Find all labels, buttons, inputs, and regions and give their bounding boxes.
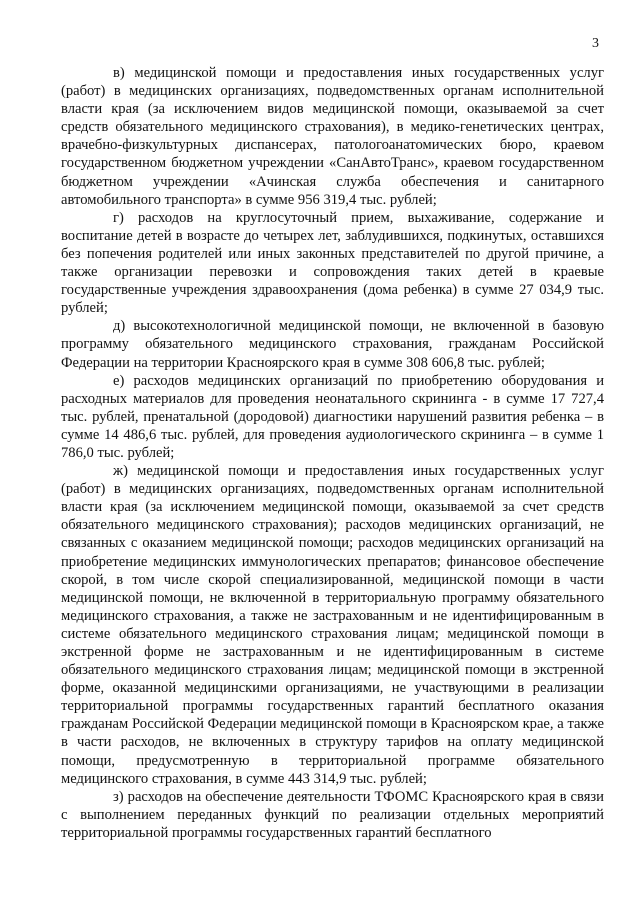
page-number: 3 (592, 36, 599, 51)
paragraph-v: в) медицинской помощи и предоставления иных государственных услуг (работ) в медицинских организациях, подведомственных органам исполнительной власти края (за исключением видов медицинской помощи, оказываемой за счет средств обязательного медицинского страхования), в медико-генетических центрах, врачебно-физкультурных диспансерах, патологоанатомических бюро, краевом государственном бюджетном учреждении «СанАвтоТранс», краевом государственном бюджетном учреждении «Ачинская служба обеспечения и санитарного автомобильного транспорта» в сумме 956 319,4 тыс. рублей; (61, 65, 604, 208)
paragraph-z: з) расходов на обеспечение деятельности ТФОМС Красноярского края в связи с выполнением переданных функций по реализации отдельных мероприятий территориальной программы государственных гарантий бесплатного (61, 788, 604, 841)
paragraph-e: е) расходов медицинских организаций по приобретению оборудования и расходных материалов для проведения неонатального скрининга - в сумме 17 727,4 тыс. рублей, пренатальной (дородовой) диагностики нарушений развития ребенка – в сумме 14 486,6 тыс. рублей, для проведения аудиологического скрининга – в сумме 1 786,0 тыс. рублей; (61, 372, 604, 461)
paragraph-d: д) высокотехнологичной медицинской помощи, не включенной в базовую программу обязательного медицинского страхования, гражданам Российской Федерации на территории Красноярского края в сумме 308 606,8 тыс. рублей; (61, 318, 604, 371)
paragraph-zh: ж) медицинской помощи и предоставления иных государственных услуг (работ) в медицинских организациях, подведомственных органам исполнительной власти края (за исключением медицинской помощи, оказываемой за счет средств обязательного медицинского страхования); расходов медицинских организаций, не связанных с оказанием медицинской помощи; расходов медицинских организаций на приобретение медицинских иммунологических препаратов; финансовое обеспечение скорой, в том числе скорой специализированной, медицинской помощи в части медицинской помощи, не включенной в территориальную программу обязательного медицинского страхования, а также не застрахованным и не идентифицированным в системе обязательного медицинского страхования лицам; медицинской помощи в экстренной форме не застрахованным и не идентифицированным в системе обязательного медицинского страхования лицам; медицинской помощи в экстренной форме, оказанной медицинскими организациями, не участвующими в реализации территориальной программы государственных гарантий бесплатного оказания гражданам Российской Федерации медицинской помощи в Красноярском крае, а также в части расходов, не включенных в структуру тарифов на оплату медицинской помощи, предусмотренную в территориальной программе обязательного медицинского страхования, в сумме 443 314,9 тыс. рублей; (61, 463, 604, 787)
document-body (61, 64, 604, 842)
paragraph-g: г) расходов на круглосуточный прием, выхаживание, содержание и воспитание детей в возрасте до четырех лет, заблудившихся, подкинутых, оставшихся без попечения родителей или иных законных представителей по другой причине, а также организации перевозки и сопровождения таких детей в краевые государственные учреждения здравоохранения (дома ребенка) в сумме 27 034,9 тыс. рублей; (61, 209, 604, 317)
